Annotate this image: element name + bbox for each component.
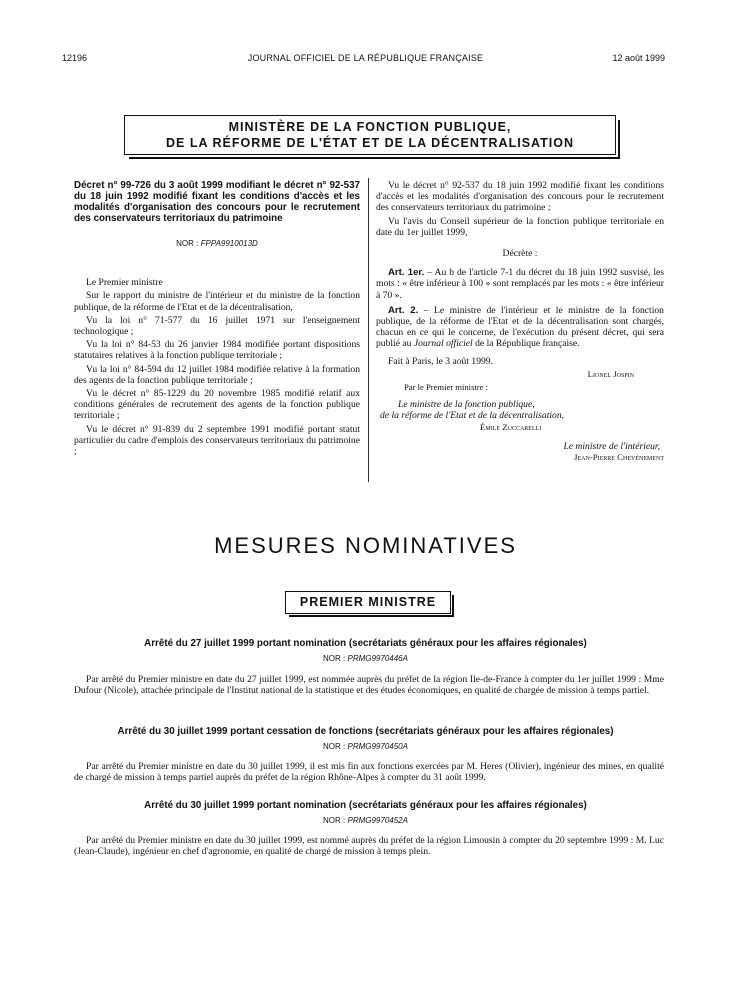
signature-zuccarelli: Émile Zuccarelli	[480, 421, 542, 432]
arrete-3-title: Arrêté du 30 juillet 1999 portant nomination (secrétariats généraux pour les affaires régionales)	[144, 800, 587, 811]
decret-paragraph: Vu le décret n° 85-1229 du 20 novembre 1985 modifié relatif aux conditions générales de recrutement des agents de la fonction publique territoriale ;	[74, 388, 360, 422]
decret-paragraph: Sur le rapport du ministre de l'intérieur et du ministre de la fonction publique, de la réforme de l'Etat et de la décentralisation,	[74, 290, 360, 313]
par-le-premier-ministre: Par le Premier ministre :	[404, 382, 489, 393]
decret-right-column	[376, 180, 664, 465]
ministry-heading-box	[124, 115, 616, 155]
ministre-interieur: Le ministre de l'intérieur,	[563, 440, 660, 452]
signature-chevenement: Jean-Pierre Chevènement	[574, 452, 664, 463]
ministre-fonction-publique-line-1: Le ministre de la fonction publique,	[398, 399, 535, 411]
article-2-label: Art. 2.	[388, 304, 419, 316]
journal-title: JOURNAL OFFICIEL DE LA RÉPUBLIQUE FRANÇAISE	[247, 53, 484, 63]
article-2-text-b: de la République française.	[472, 338, 580, 350]
nor-code: PRMG9970452A	[347, 816, 408, 825]
nor-label: NOR :	[176, 239, 199, 248]
arrete-2-body: Par arrêté du Premier ministre en date du 30 juillet 1999, il est mis fin aux fonctions exercées par M. Heres (Olivier), ingénieur des mines, en qualité de chargé de mission à temps partiel auprès du préfet de la région Rhône-Alpes à compter du 31 août 1999.	[74, 761, 664, 784]
nor-code: FPPA9910013D	[200, 239, 258, 248]
fait-a-paris: Fait à Paris, le 3 août 1999.	[388, 355, 493, 367]
article-1-text: – Au b de l'article 7-1 du décret du 18 juin 1992 susvisé, les mots : « être inférieur à 100 » sont remplacés par les mots : « être inférieur à 70 ».	[376, 267, 665, 301]
article-1	[376, 267, 664, 301]
signature-jospin: Lionel Jospin	[587, 368, 634, 379]
article-2	[376, 305, 664, 350]
arrete-2-title: Arrêté du 30 juillet 1999 portant cessation de fonctions (secrétariats généraux pour les affaires régionales)	[117, 726, 614, 737]
arrete-2-nor	[0, 742, 731, 751]
arrete-3-nor	[0, 816, 731, 825]
decret-paragraph: Vu le décret n° 92-537 du 18 juin 1992 modifié fixant les conditions d'accès et les modalités d'organisation des concours pour le recrutement des conservateurs territoriaux du patrimoine ;	[376, 180, 664, 214]
nor-label: NOR :	[323, 654, 346, 663]
nor-code: PRMG9970450A	[347, 742, 408, 751]
decret-nor	[74, 238, 360, 249]
decret-paragraph: Vu l'avis du Conseil supérieur de la fonction publique territoriale en date du 1er juillet 1999,	[376, 215, 664, 238]
ministry-line-2: DE LA RÉFORME DE L'ÉTAT ET DE LA DÉCENTRALISATION	[166, 136, 574, 150]
decret-paragraph: Vu la loi n° 71-577 du 16 juillet 1971 sur l'enseignement technologique ;	[74, 314, 360, 338]
ministre-fonction-publique-line-2: de la réforme de l'Etat et de la décentralisation,	[380, 410, 565, 422]
mesures-heading: MESURES NOMINATIVES	[214, 533, 517, 558]
ministry-line-1: MINISTÈRE DE LA FONCTION PUBLIQUE,	[228, 120, 512, 134]
nor-label: NOR :	[323, 742, 346, 751]
article-2-journal: Journal officiel	[413, 338, 473, 350]
publication-date: 12 août 1999	[612, 53, 665, 63]
article-2-text-a: – Le ministre de l'intérieur et le ministre de la fonction publique, de la réforme de l'Etat et de la décentralisation sont chargés, chacun en ce qui le concerne, de l'exécution du présent décret, qui sera publié au	[376, 304, 664, 350]
decret-paragraph: Vu le décret n° 91-839 du 2 septembre 1991 modifié portant statut particulier du cadre d'emplois des conservateurs territoriaux du patrimoine ;	[74, 423, 360, 458]
arrete-1-nor	[0, 654, 731, 663]
nor-code: PRMG9970446A	[347, 654, 408, 663]
arrete-3-body: Par arrêté du Premier ministre en date du 30 juillet 1999, est nommé auprès du préfet de la région Limousin à compter du 20 septembre 1999 : M. Luc (Jean-Claude), ingénieur en chef d'agronomie, en qualité de chargé de mission à temps plein.	[74, 835, 664, 858]
arrete-1-body: Par arrêté du Premier ministre en date du 27 juillet 1999, est nommée auprès du préfet de la région Ile-de-France à compter du 1er juillet 1999 : Mme Dufour (Nicole), attachée principale de l'Institut national de la statistique et des études économiques, en qualité de chargée de mission à temps partiel.	[74, 674, 664, 697]
premier-ministre-box: PREMIER MINISTRE	[285, 591, 451, 614]
nor-label: NOR :	[323, 816, 346, 825]
column-divider	[368, 178, 369, 482]
decret-paragraph: Vu la loi n° 84-594 du 12 juillet 1984 modifiée relative à la formation des agents de la fonction publique territoriale ;	[74, 363, 360, 386]
article-1-label: Art. 1er.	[388, 267, 425, 279]
arrete-1-title: Arrêté du 27 juillet 1999 portant nomination (secrétariats généraux pour les affaires régionales)	[144, 638, 587, 649]
decret-title: Décret n° 99-726 du 3 août 1999 modifiant le décret n° 92-537 du 18 juin 1992 modifié fixant les conditions d'accès et les modalités d'organisation des concours pour le recrutement des conservateurs territoriaux du patrimoine	[74, 180, 360, 224]
page-number: 12196	[62, 53, 88, 63]
decret-paragraph: Vu la loi n° 84-53 du 26 janvier 1984 modifiée portant dispositions statutaires relatives à la fonction publique territoriale ;	[74, 339, 360, 362]
decrete-label: Décrète :	[502, 248, 538, 260]
decret-paragraph: Le Premier ministre	[86, 277, 163, 289]
decret-left-column	[74, 180, 360, 459]
